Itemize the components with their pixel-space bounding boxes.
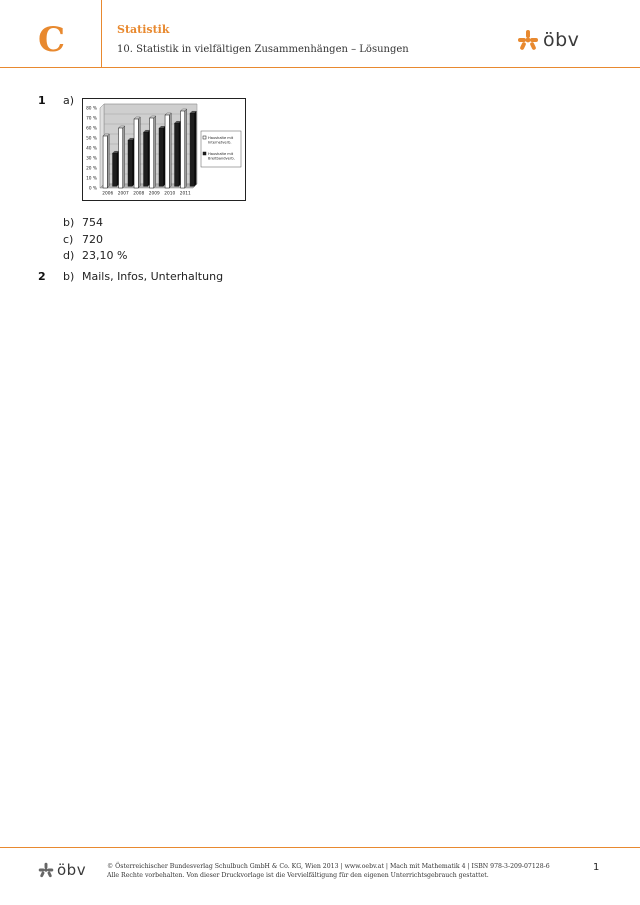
header-divider-vertical — [101, 0, 102, 68]
y-tick-label: 40 % — [86, 146, 97, 152]
bar-chart — [83, 99, 245, 200]
item-label: c) — [63, 233, 74, 246]
bar — [103, 136, 107, 188]
x-tick-label: 2006 — [102, 191, 114, 197]
footer-logo — [38, 860, 86, 880]
bar-side — [107, 134, 109, 188]
rights-line: Alle Rechte vorbehalten. Von dieser Druckvorlage ist die Vervielfältigung für den eigenen Unterrichtsgebrauch gestattet. — [107, 872, 489, 879]
bar-side — [169, 113, 171, 188]
bar — [181, 111, 185, 188]
chapter-letter: C — [38, 20, 66, 60]
y-tick-label: 50 % — [86, 136, 97, 142]
bar — [165, 115, 169, 188]
y-tick-label: 60 % — [86, 126, 97, 132]
x-tick-label: 2010 — [164, 191, 176, 197]
footer-divider — [0, 847, 640, 848]
item-label: b) — [63, 270, 75, 283]
page-number: 1 — [593, 862, 600, 873]
publisher-logo — [517, 28, 579, 52]
bar — [150, 118, 154, 188]
bar — [175, 123, 179, 186]
logo-text: öbv — [543, 29, 580, 51]
answer-value: 754 — [82, 216, 103, 229]
oebv-star-icon — [38, 862, 54, 878]
answer-value: 720 — [82, 233, 103, 246]
answer-value: Mails, Infos, Unterhaltung — [82, 270, 224, 283]
item-label: b) — [63, 216, 75, 229]
x-tick-label: 2007 — [117, 191, 129, 197]
y-tick-label: 70 % — [86, 116, 97, 122]
y-tick-label: 0 % — [88, 186, 97, 192]
bar — [159, 128, 163, 186]
footer-logo-text: öbv — [57, 861, 87, 879]
y-tick-label: 80 % — [86, 106, 97, 112]
bar — [134, 119, 138, 188]
legend-swatch — [203, 136, 206, 139]
bar-side — [154, 116, 156, 188]
legend-label: Haushalte mit Internetverb. — [208, 136, 234, 145]
bar — [144, 132, 148, 186]
task-number: 1 — [38, 94, 46, 107]
bar — [190, 113, 194, 186]
page-header — [0, 0, 640, 68]
page-title: Statistik — [117, 23, 170, 36]
y-tick-label: 20 % — [86, 166, 97, 172]
copyright-line: © Österreichischer Bundesverlag Schulbuch GmbH & Co. KG, Wien 2013 | www.oebv.at | Mach mit Mathematik 4 | ISBN 978-3-209-07128-6 — [107, 863, 550, 870]
y-tick-label: 10 % — [86, 176, 97, 182]
legend-label: Haushalte mit Breitbandverb. — [208, 152, 235, 161]
oebv-star-icon — [517, 29, 539, 51]
item-label: d) — [63, 249, 75, 262]
header-divider-horizontal — [0, 67, 640, 68]
y-tick-label: 30 % — [86, 156, 97, 162]
bar — [113, 153, 117, 186]
x-tick-label: 2009 — [148, 191, 160, 197]
bar — [119, 128, 123, 188]
x-tick-label: 2011 — [179, 191, 191, 197]
copyright-notice — [107, 862, 577, 880]
chart — [82, 98, 246, 201]
x-tick-label: 2008 — [133, 191, 145, 197]
page-subtitle: 10. Statistik in vielfältigen Zusammenhängen – Lösungen — [117, 44, 409, 55]
bar-side — [194, 111, 196, 186]
bar — [128, 140, 132, 186]
bar-side — [185, 109, 187, 188]
bar-side — [123, 126, 125, 188]
answer-value: 23,10 % — [82, 249, 128, 262]
legend-swatch — [203, 152, 206, 155]
item-label: a) — [63, 94, 75, 107]
task-number: 2 — [38, 270, 46, 283]
bar-side — [138, 117, 140, 188]
